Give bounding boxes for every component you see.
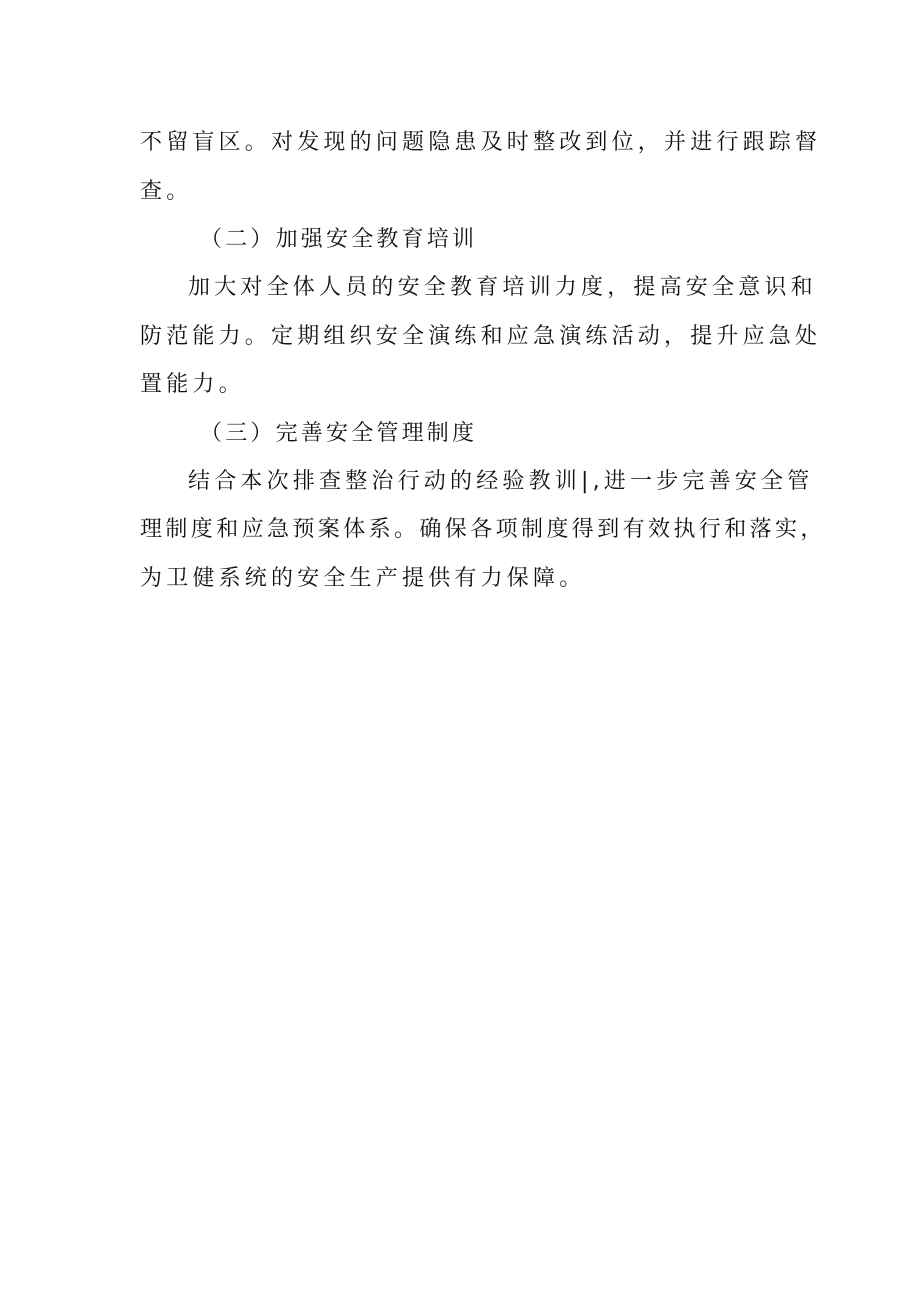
- section-2-line-1: 加大对全体人员的安全教育培训力度，提高安全意识和: [188, 275, 817, 300]
- section-2-line-2: 防范能力。定期组织安全演练和应急演练活动，提升应急处: [140, 324, 822, 349]
- section-3-heading: （三）完善安全管理制度: [200, 421, 478, 446]
- section-3-line-1: 结合本次排查整治行动的经验教训|,进一步完善安全管: [188, 469, 814, 494]
- paragraph-1-line-1: 不留盲区。对发现的问题隐患及时整改到位，并进行跟踪督: [140, 130, 822, 155]
- section-2-heading: （二）加强安全教育培训: [200, 227, 478, 252]
- section-3-line-2: 理制度和应急预案体系。确保各项制度得到有效执行和落实，: [140, 517, 826, 542]
- section-2-line-3: 置能力。: [140, 372, 245, 397]
- section-3-line-3: 为卫健系统的安全生产提供有力保障。: [140, 566, 586, 591]
- paragraph-1-line-2: 查。: [140, 179, 193, 204]
